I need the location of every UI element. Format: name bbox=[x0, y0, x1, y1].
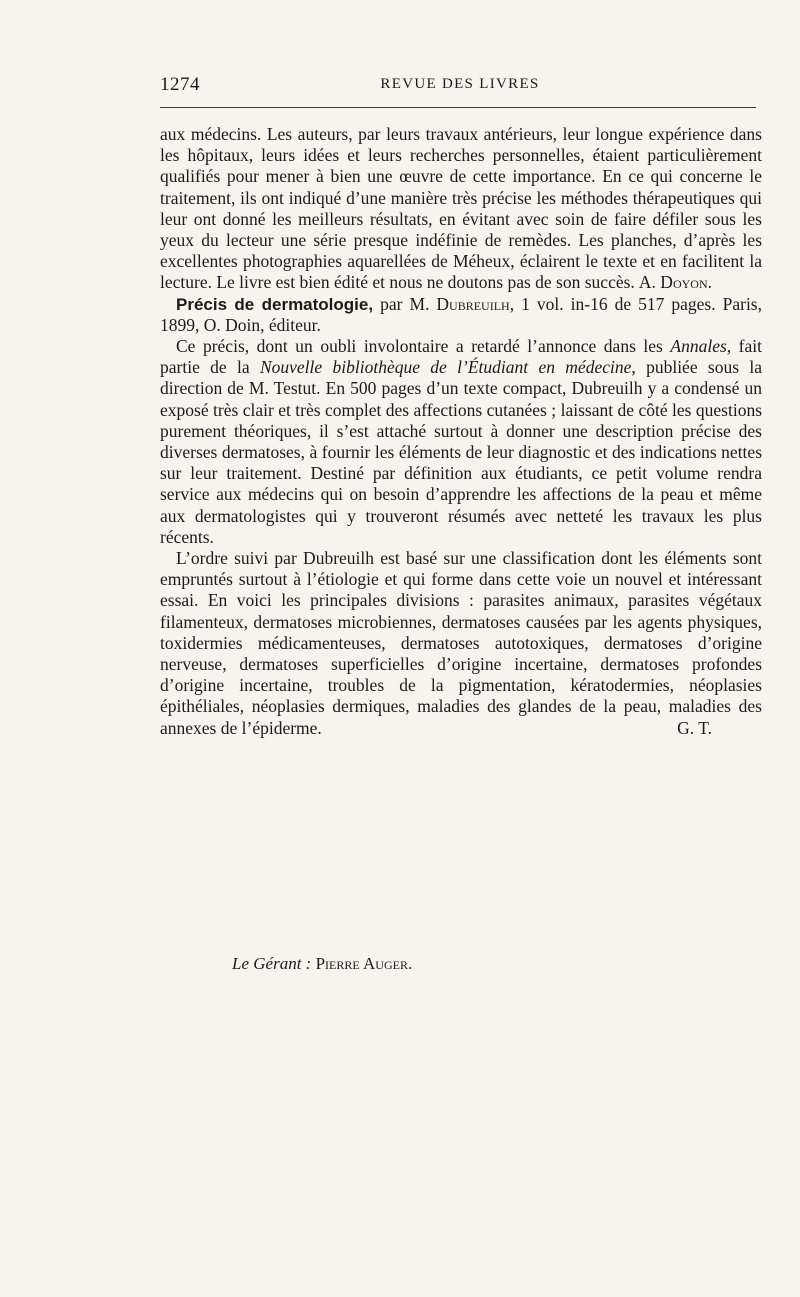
para1-mid: , fait partie de la bbox=[160, 336, 763, 378]
second-review-citation bbox=[160, 294, 762, 336]
journal-name: Annales bbox=[670, 336, 727, 357]
running-title: REVUE DES LIVRES bbox=[380, 76, 540, 92]
book-author: Dubreuilh bbox=[436, 293, 510, 314]
manager-signature-line bbox=[232, 954, 412, 974]
first-review-text: aux médecins. Les auteurs, par leurs travaux antérieurs, leur longue expérience dans les hôpitaux, leurs idées et leurs recherches personnelles, étaient particulièrement qualifiés pour mener à bien une œuvre de cette importance. En ce qui concerne le traitement, ils ont indiqué d’une manière très précise les méthodes thérapeutiques qui leur ont donné les meilleurs résultats, en évitant avec soin de faire défiler sous les yeux du lecteur une série presque indéfinie de remèdes. Les planches, d’après les excellentes photographies aquarellées de Méheux, éclairent le texte et en facilitent la lecture. Le livre est bien édité et nous ne doutons pas de son succès. bbox=[160, 124, 762, 293]
para1-end: , publiée sous la direction de M. Testut. En 500 pages d’un texte compact, Dubreuilh y a condensé un exposé très clair et très complet des affections cutanées ; laissant de côté les questions purement théoriques, il s’est attaché surtout à donner une description précise des diverses dermatoses, à fournir les éléments de leur diagnostic et des indications nettes sur leur traitement. Destiné par définition aux étudiants, ce petit volume rendra service aux médecins qui on besoin d’apprendre les affections de la peau et même aux dermatologistes qui y trouveront résumés avec netteté les travaux les plus récents. bbox=[160, 357, 762, 547]
biblio-prefix: par M. bbox=[380, 293, 430, 314]
header-rule bbox=[160, 107, 756, 108]
manager-name: Pierre Auger. bbox=[315, 954, 413, 973]
manager-label: Le Gérant : bbox=[232, 954, 312, 973]
second-review-paragraph-1 bbox=[160, 336, 762, 548]
page-number: 1274 bbox=[160, 74, 200, 95]
second-review-paragraph-2 bbox=[160, 548, 762, 739]
first-review-signature: A. Doyon. bbox=[638, 272, 712, 293]
book-title: Précis de dermatologie, bbox=[176, 294, 374, 314]
first-review-paragraph bbox=[160, 124, 762, 294]
page-header bbox=[160, 74, 760, 98]
review-text-body bbox=[160, 124, 762, 739]
para1-start: Ce précis, dont un oubli involontaire a retardé l’annonce dans les bbox=[176, 336, 663, 357]
second-review-signature: G. T. bbox=[677, 717, 712, 738]
para2-text: L’ordre suivi par Dubreuilh est basé sur une classification dont les éléments sont empruntés surtout à l’étiologie et qui forme dans cette voie un nouvel et intéressant essai. En voici les principales divisions : parasites animaux, parasites végétaux filamenteux, dermatoses microbiennes, dermatoses causées par les agents physiques, toxidermies médicamenteuses, dermatoses autotoxiques, dermatoses d’origine nerveuse, dermatoses superficielles d’origine incertaine, dermatoses profondes d’origine incertaine, troubles de la pigmentation, kératodermies, néoplasies épithéliales, néoplasies dermiques, maladies des glandes de la peau, maladies des annexes de l’épiderme. bbox=[160, 548, 762, 738]
biblio-details: , 1 vol. in-16 de 517 pages. Paris, 1899, O. Doin, éditeur. bbox=[160, 293, 762, 335]
collection-name: Nouvelle bibliothèque de l’Étudiant en médecine bbox=[259, 357, 632, 378]
